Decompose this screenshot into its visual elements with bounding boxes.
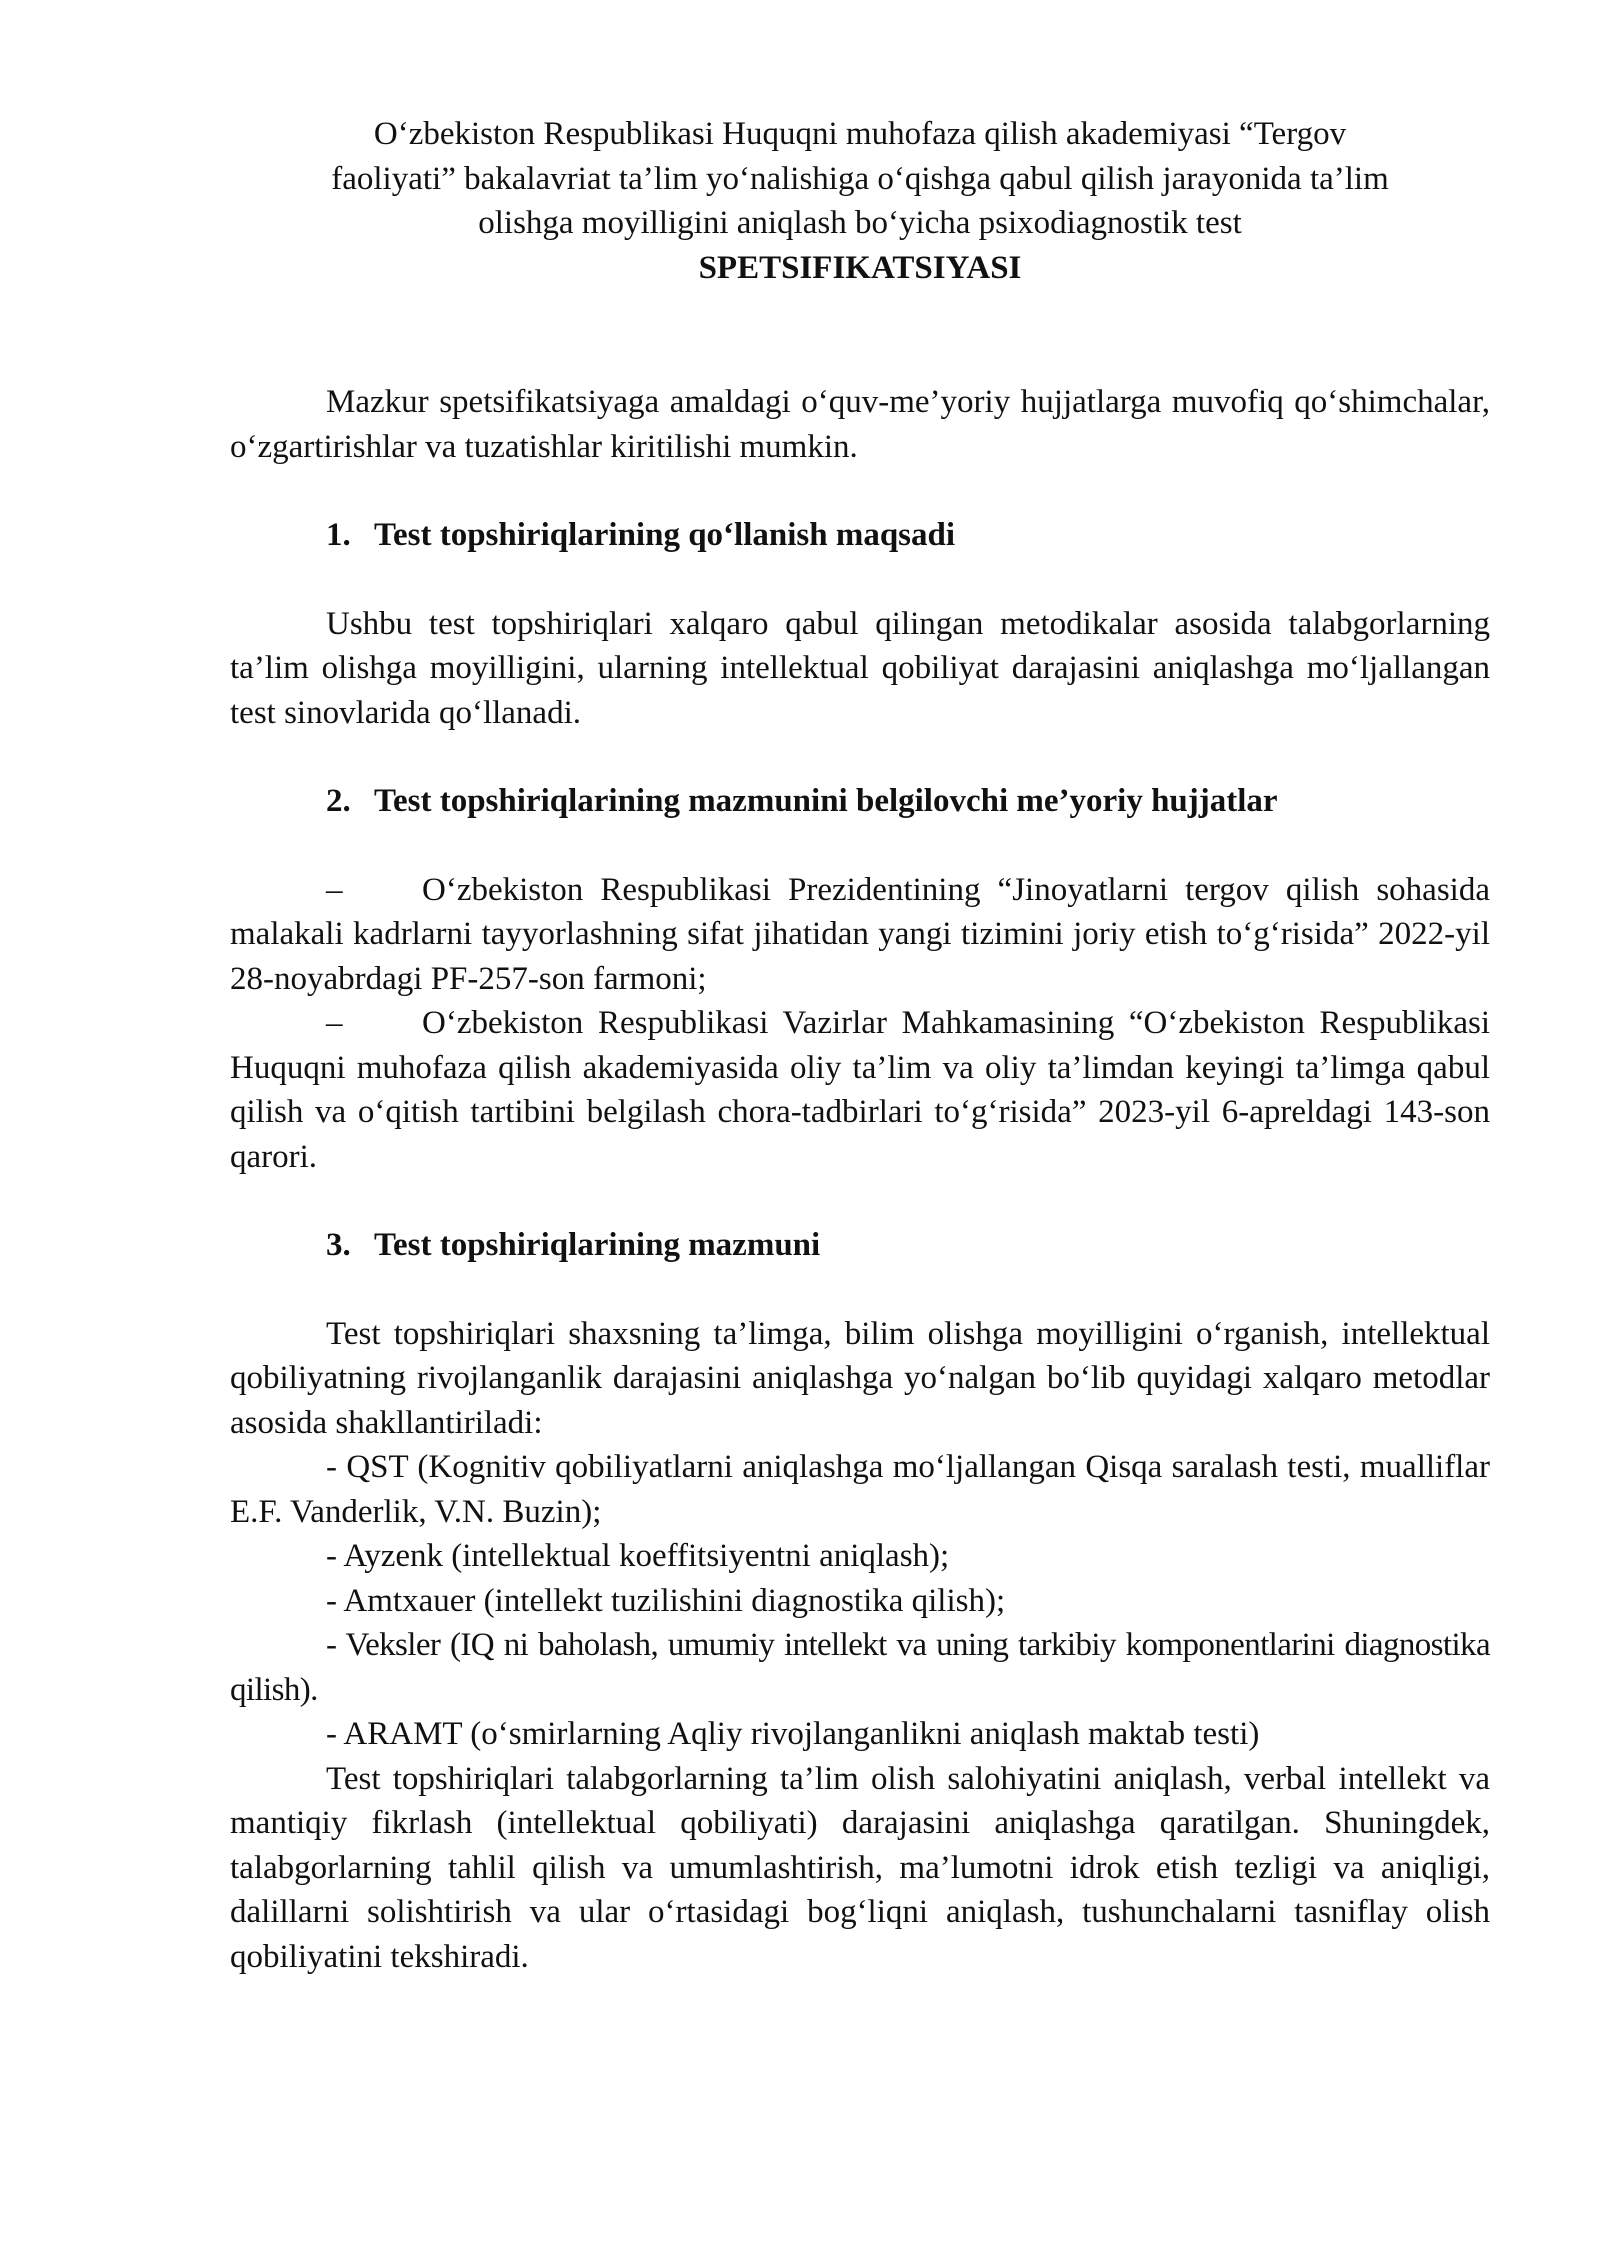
method-item-ayzenk: - Ayzenk (intellektual koeffitsiyentni aniqlash); bbox=[326, 1538, 950, 1574]
regulation-item-text: O‘zbekiston Respublikasi Vazirlar Mahkamasining “O‘zbekiston Respublikasi Huquqni muhofaza qilish akademiyasida oliy ta’lim va oliy ta’limdan keyingi ta’limga qabul qilish va o‘qitish tartibini belgilash chora-tadbirlari to‘g‘risida” 2023-yil 6-apreldagi 143-son qarori. bbox=[230, 1005, 1490, 1175]
section-1-paragraph: Ushbu test topshiriqlari xalqaro qabul qilingan metodikalar asosida talabgorlarning ta’lim olishga moyilligini, ularning intellektual qobiliyat darajasini aniqlashga mo‘ljallangan test sinovlarida qo‘llanadi. bbox=[230, 605, 1490, 731]
method-item-qst: - QST (Kognitiv qobiliyatlarni aniqlashga mo‘ljallangan Qisqa saralash testi, mualliflar E.F. Vanderlik, V.N. Buzin); bbox=[230, 1449, 1490, 1530]
regulation-item-2 bbox=[230, 1001, 1490, 1179]
section-3-number: 3. bbox=[326, 1227, 351, 1263]
title-line-1: O‘zbekiston Respublikasi Huquqni muhofaza qilish akademiyasi “Tergov bbox=[373, 116, 1347, 152]
method-item-veksler: - Veksler (IQ ni baholash, umumiy intellekt va uning tarkibiy komponentlarini diagnostika qilish). bbox=[230, 1627, 1490, 1708]
regulation-item-1 bbox=[230, 868, 1490, 1002]
intro-paragraph: Mazkur spetsifikatsiyaga amaldagi o‘quv-me’yoriy hujjatlarga muvofiq qo‘shimchalar, o‘zgartirishlar va tuzatishlar kiritilishi mumkin. bbox=[230, 384, 1490, 465]
section-2-heading bbox=[230, 779, 1490, 824]
regulations-list bbox=[230, 868, 1490, 1180]
section-1-title: Test topshiriqlarining qo‘llanish maqsadi bbox=[374, 517, 956, 553]
section-3-heading bbox=[230, 1223, 1490, 1268]
section-2-number: 2. bbox=[326, 783, 351, 819]
document-title bbox=[280, 112, 1440, 290]
method-item-aramt: - ARAMT (o‘smirlarning Aqliy rivojlanganlikni aniqlash maktab testi) bbox=[326, 1716, 1260, 1752]
title-line-2: faoliyati” bakalavriat ta’lim yo‘nalishiga o‘qishga qabul qilish jarayonida ta’lim bbox=[331, 160, 1389, 197]
section-1-heading bbox=[230, 513, 1490, 558]
title-bold-line: SPETSIFIKATSIYASI bbox=[698, 249, 1022, 286]
document-page bbox=[230, 112, 1490, 1979]
section-1-number: 1. bbox=[326, 517, 351, 553]
dash-marker: – bbox=[326, 1005, 343, 1041]
regulation-item-text: O‘zbekiston Respublikasi Prezidentining “Jinoyatlarni tergov qilish sohasida malakali kadrlarni tayyorlashning sifat jihatidan yangi tizimini joriy etish to‘g‘risida” 2022-yil 28-noyabrdagi PF-257-son farmoni; bbox=[230, 871, 1490, 997]
section-3-title: Test topshiriqlarining mazmuni bbox=[374, 1227, 821, 1263]
title-line-3: olishga moyilligini aniqlash bo‘yicha psixodiagnostik test bbox=[478, 205, 1242, 241]
method-item-amtxauer: - Amtxauer (intellekt tuzilishini diagnostika qilish); bbox=[326, 1582, 1006, 1619]
dash-marker: – bbox=[326, 871, 343, 908]
section-3-paragraph: Test topshiriqlari shaxsning ta’limga, bilim olishga moyilligini o‘rganish, intellektual qobiliyatning rivojlanganlik darajasini aniqlashga yo‘nalgan bo‘lib quyidagi xalqaro metodlar asosida shakllantiriladi: bbox=[230, 1315, 1490, 1441]
section-2-title: Test topshiriqlarining mazmunini belgilovchi me’yoriy hujjatlar bbox=[374, 783, 1278, 819]
section-3-closing-paragraph: Test topshiriqlari talabgorlarning ta’lim olish salohiyatini aniqlash, verbal intellekt va mantiqiy fikrlash (intellektual qobiliyati) darajasini aniqlashga qaratilgan. Shuningdek, talabgorlarning tahlil qilish va umumlashtirish, ma’lumotni idrok etish tezligi va aniqligi, dalillarni solishtirish va ular o‘rtasidagi bog‘liqni aniqlash, tushunchalarni tasniflay olish qobiliyatini tekshiradi. bbox=[230, 1760, 1490, 1975]
